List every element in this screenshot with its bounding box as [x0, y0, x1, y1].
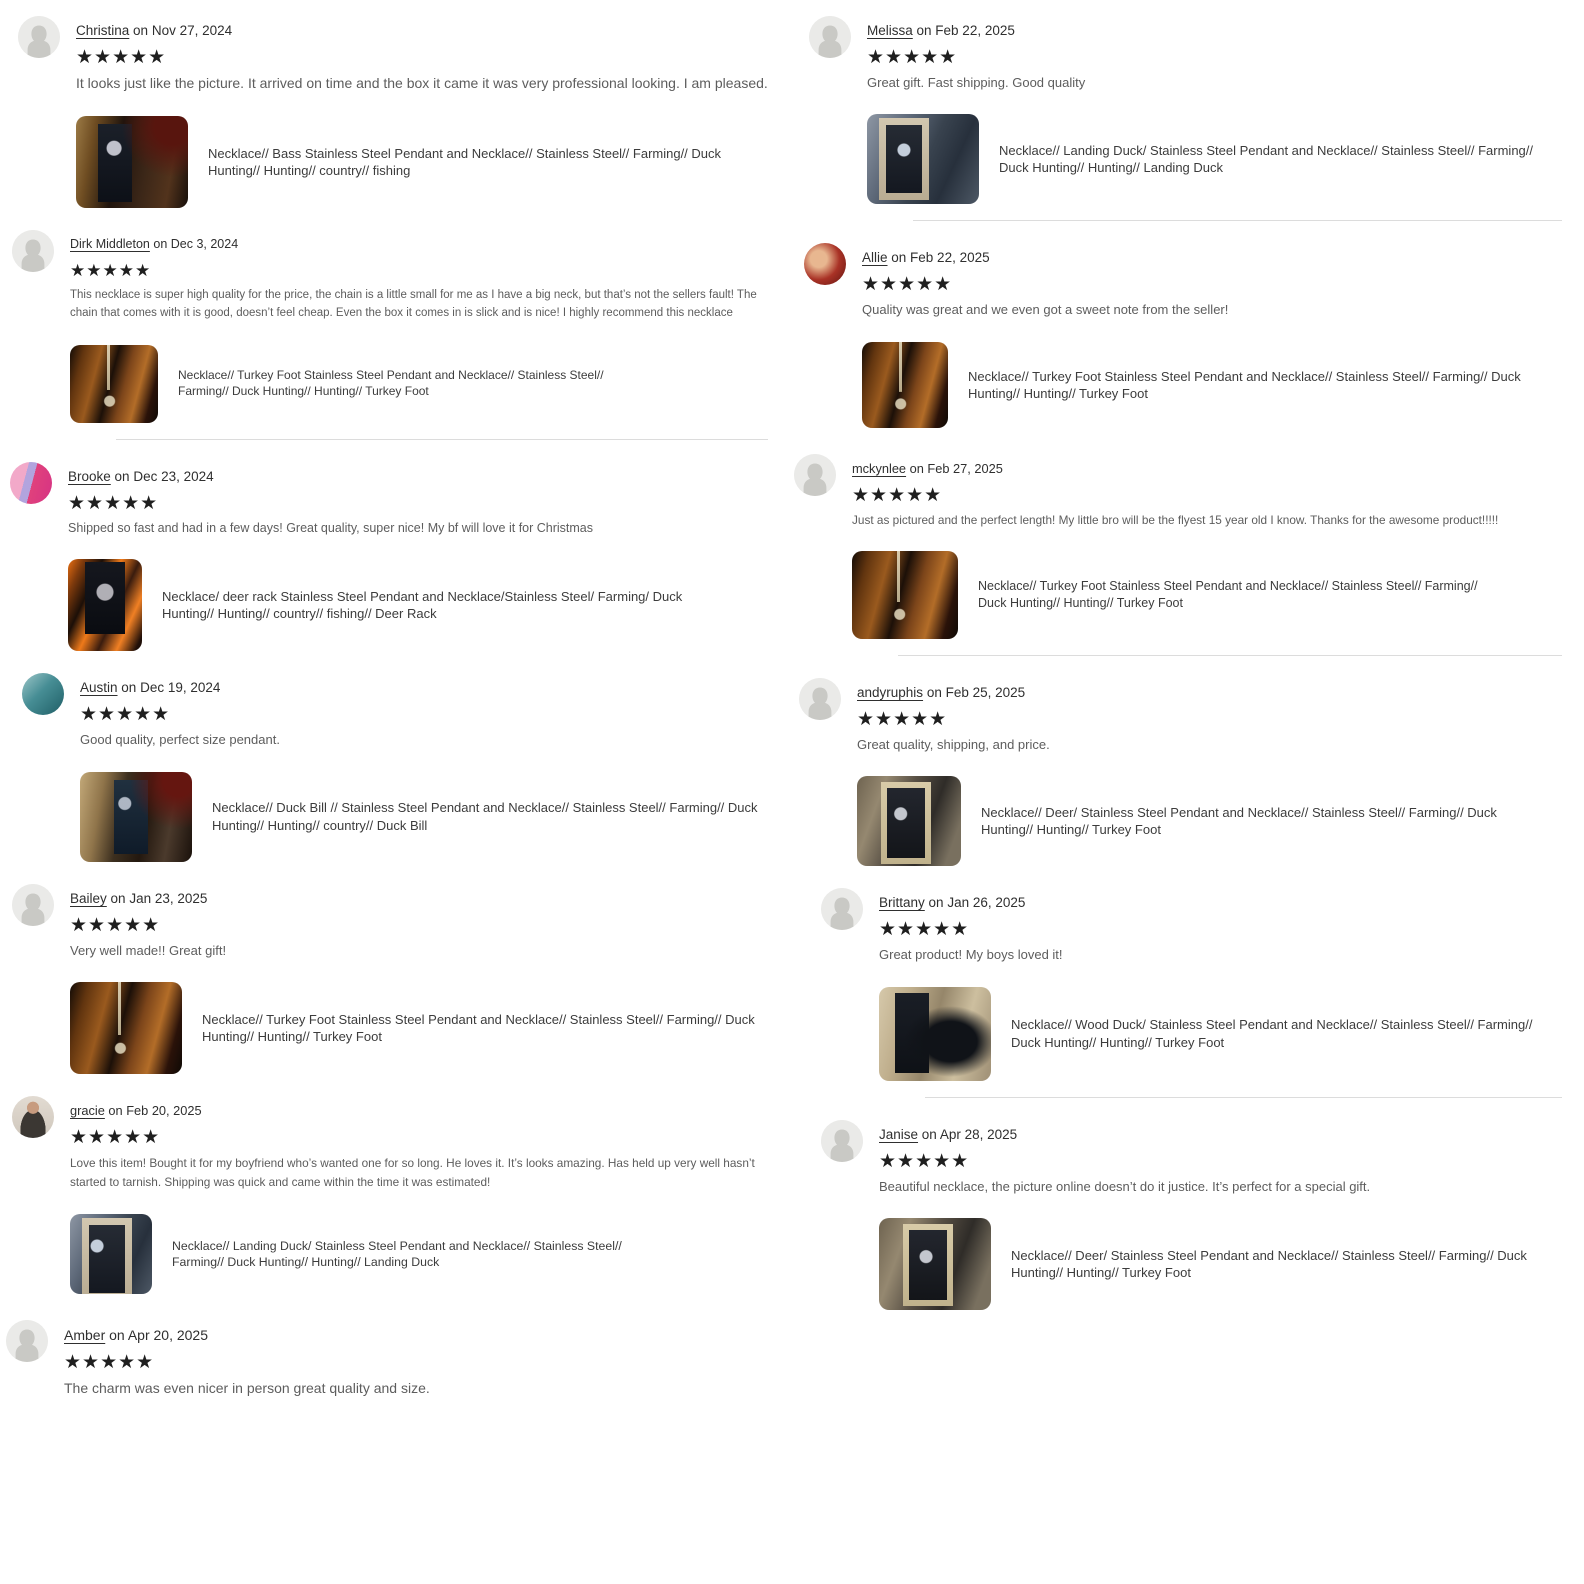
product-thumbnail[interactable] — [76, 116, 188, 208]
reviewer-avatar — [799, 678, 841, 720]
review-text: Beautiful necklace, the picture online doesn’t do it justice. It’s perfect for a special gift. — [879, 1178, 1371, 1194]
person-icon — [809, 16, 851, 58]
product-thumbnail[interactable] — [70, 1214, 152, 1294]
review-divider — [913, 220, 1562, 221]
reviewer-avatar — [12, 1096, 54, 1138]
star-rating: ★★★★★ — [852, 484, 943, 506]
product-row — [80, 772, 768, 862]
product-title-link[interactable]: Necklace// Turkey Foot Stainless Steel Pendant and Necklace// Stainless Steel// Farming// Duck Hunting// Hunting// Turkey Foot — [178, 367, 604, 398]
review-header — [80, 671, 768, 695]
review-text: Good quality, perfect size pendant. — [80, 732, 280, 748]
person-icon — [794, 454, 836, 496]
review-text: Great gift. Fast shipping. Good quality — [867, 75, 1086, 90]
reviewer-avatar — [18, 16, 60, 58]
person-icon — [821, 1120, 863, 1162]
person-icon — [12, 884, 54, 926]
reviewer-name-link[interactable]: Dirk Middleton — [70, 236, 150, 251]
reviewer-name-link[interactable]: Brooke — [68, 468, 111, 484]
reviewer-name-link[interactable]: Amber — [64, 1326, 106, 1343]
review-header — [68, 460, 768, 484]
review-item — [12, 1094, 768, 1294]
review-date: on Feb 25, 2025 — [926, 684, 1026, 700]
review-text: Great product! My boys loved it! — [879, 947, 1063, 963]
reviewer-name-link[interactable]: Bailey — [70, 890, 107, 906]
product-row — [70, 1214, 768, 1294]
review-date: on Nov 27, 2024 — [133, 23, 233, 38]
product-thumbnail[interactable] — [857, 776, 961, 866]
product-row — [879, 987, 1562, 1081]
review-header — [857, 676, 1562, 700]
product-thumbnail[interactable] — [70, 982, 182, 1074]
product-row — [857, 776, 1562, 866]
product-title-link[interactable]: Necklace// Deer/ Stainless Steel Pendant and Necklace// Stainless Steel// Farming// Duck Hunting// Hunting// Turkey Foot — [981, 804, 1497, 838]
reviewer-name-link[interactable]: Austin — [80, 680, 118, 696]
star-rating: ★★★★★ — [879, 919, 970, 941]
product-thumbnail[interactable] — [879, 1218, 991, 1310]
review-item — [18, 14, 768, 208]
star-rating: ★★★★★ — [70, 260, 152, 280]
reviews-column-left — [6, 14, 768, 1419]
product-title-link[interactable]: Necklace// Landing Duck/ Stainless Steel Pendant and Necklace// Stainless Steel// Farming// Duck Hunting// Hunting// Landing Duck — [172, 1238, 622, 1269]
review-text: Quality was great and we even got a sweet note from the seller! — [862, 302, 1229, 318]
review-date: on Jan 23, 2025 — [110, 890, 208, 906]
review-text: It looks just like the picture. It arrived on time and the box it came it was very professional looking. I am pleased. — [76, 75, 768, 91]
review-text: Just as pictured and the perfect length! My little bro will be the flyest 15 year old I know. Thanks for the awesome product!!!!! — [852, 512, 1499, 527]
reviewer-avatar — [12, 884, 54, 926]
reviewer-name-link[interactable]: Christina — [76, 23, 130, 38]
reviewer-avatar — [821, 888, 863, 930]
review-item — [6, 1318, 768, 1399]
person-icon — [18, 16, 60, 58]
review-item — [809, 14, 1562, 221]
review-date: on Apr 20, 2025 — [109, 1326, 208, 1343]
review-date: on Apr 28, 2025 — [921, 1126, 1018, 1142]
person-icon — [799, 678, 841, 720]
product-row — [70, 345, 768, 423]
reviewer-avatar — [22, 673, 64, 715]
review-date: on Jan 26, 2025 — [928, 895, 1026, 911]
product-title-link[interactable]: Necklace// Deer/ Stainless Steel Pendant and Necklace// Stainless Steel// Farming// Duck Hunting// Hunting// Turkey Foot — [1011, 1247, 1527, 1281]
person-icon — [821, 888, 863, 930]
review-date: on Dec 19, 2024 — [121, 680, 221, 696]
reviewer-avatar — [794, 454, 836, 496]
review-date: on Feb 22, 2025 — [916, 23, 1015, 38]
review-text: Great quality, shipping, and price. — [857, 736, 1050, 752]
product-title-link[interactable]: Necklace// Landing Duck/ Stainless Steel Pendant and Necklace// Stainless Steel// Farming// Duck Hunting// Hunting// Landing Duck — [999, 143, 1534, 176]
review-item — [799, 676, 1562, 866]
review-date: on Dec 23, 2024 — [114, 468, 214, 484]
review-header — [879, 886, 1562, 910]
product-row — [70, 982, 768, 1074]
review-divider — [116, 439, 768, 440]
reviewer-name-link[interactable]: Melissa — [867, 23, 913, 38]
review-item — [821, 1118, 1562, 1310]
reviewer-name-link[interactable]: andyruphis — [857, 684, 924, 700]
star-rating: ★★★★★ — [64, 1351, 155, 1373]
product-thumbnail[interactable] — [80, 772, 192, 862]
product-thumbnail[interactable] — [867, 114, 979, 204]
star-rating: ★★★★★ — [76, 47, 167, 68]
review-item — [10, 460, 768, 652]
review-text: Love this item! Bought it for my boyfriend who’s wanted one for so long. He loves it. It’s looks amazing. Has held up very well hasn’t started to tarnish. Shipping was quick and came within the time it was estimated! — [70, 1156, 755, 1190]
review-header — [70, 882, 768, 906]
product-thumbnail[interactable] — [70, 345, 158, 423]
review-header — [76, 14, 768, 38]
star-rating: ★★★★★ — [879, 1150, 970, 1172]
review-item — [12, 882, 768, 1074]
person-icon — [12, 230, 54, 272]
star-rating: ★★★★★ — [68, 492, 159, 514]
reviewer-avatar — [12, 230, 54, 272]
reviewer-avatar — [804, 243, 846, 285]
reviewer-name-link[interactable]: mckynlee — [852, 460, 907, 476]
review-divider — [925, 1097, 1562, 1098]
review-item — [821, 886, 1562, 1097]
review-header — [70, 1094, 768, 1118]
product-title-link[interactable]: Necklace// Bass Stainless Steel Pendant and Necklace// Stainless Steel// Farming// Duck Hunting// Hunting// country// fishing — [208, 145, 722, 178]
reviewer-avatar — [821, 1120, 863, 1162]
review-date: on Dec 3, 2024 — [153, 236, 239, 251]
review-item — [794, 452, 1562, 656]
product-title-link[interactable]: Necklace// Turkey Foot Stainless Steel Pendant and Necklace// Stainless Steel// Farming// Duck Hunting// Hunting// Turkey Foot — [978, 579, 1478, 610]
star-rating: ★★★★★ — [70, 914, 161, 936]
product-thumbnail[interactable] — [852, 551, 958, 639]
product-row — [68, 559, 768, 651]
person-icon — [6, 1320, 48, 1362]
product-row — [76, 116, 768, 208]
product-thumbnail[interactable] — [879, 987, 991, 1081]
reviewer-name-link[interactable]: Allie — [862, 250, 888, 266]
reviewer-name-link[interactable]: Janise — [879, 1126, 919, 1142]
review-header — [879, 1118, 1562, 1142]
product-row — [852, 551, 1562, 639]
review-text: This necklace is super high quality for the price, the chain is a little small for me as I have a big neck, but that’s not the sellers fault! The chain that comes with it is good, doesn’t feel cheap. Even the box it comes in is slick and is nice! I highly recommend this necklace — [70, 288, 757, 319]
product-title-link[interactable]: Necklace// Turkey Foot Stainless Steel Pendant and Necklace// Stainless Steel// Farming// Duck Hunting// Hunting// Turkey Foot — [202, 1011, 755, 1045]
star-rating: ★★★★★ — [857, 708, 948, 730]
reviews-column-right — [794, 14, 1562, 1419]
review-text: The charm was even nicer in person great quality and size. — [64, 1379, 430, 1396]
reviewer-avatar — [10, 462, 52, 504]
review-header — [64, 1318, 768, 1343]
product-title-link[interactable]: Necklace// Turkey Foot Stainless Steel Pendant and Necklace// Stainless Steel// Farming// Duck Hunting// Hunting// Turkey Foot — [968, 368, 1521, 401]
review-text: Very well made!! Great gift! — [70, 942, 227, 958]
review-date: on Feb 20, 2025 — [108, 1103, 202, 1119]
star-rating: ★★★★★ — [867, 47, 958, 68]
review-header — [867, 14, 1562, 38]
star-rating: ★★★★★ — [862, 274, 953, 296]
product-thumbnail[interactable] — [862, 342, 948, 428]
review-header — [852, 452, 1562, 476]
reviewer-avatar — [6, 1320, 48, 1362]
product-title-link[interactable]: Necklace// Duck Bill // Stainless Steel Pendant and Necklace// Stainless Steel// Farming// Duck Hunting// Hunting// country// Duck Bill — [212, 800, 758, 833]
review-item — [22, 671, 768, 861]
product-row — [867, 114, 1562, 204]
reviewer-avatar — [809, 16, 851, 58]
product-row — [862, 342, 1562, 428]
review-item — [12, 228, 768, 440]
star-rating: ★★★★★ — [80, 704, 171, 726]
product-title-link[interactable]: Necklace/ deer rack Stainless Steel Pendant and Necklace/Stainless Steel/ Farming/ Duck Hunting// Hunting// country// fishing// Deer Rack — [162, 588, 683, 622]
review-date: on Feb 27, 2025 — [909, 460, 1003, 476]
review-text: Shipped so fast and had in a few days! Great quality, super nice! My bf will love it for Christmas — [68, 520, 594, 535]
reviewer-name-link[interactable]: Brittany — [879, 895, 925, 911]
star-rating: ★★★★★ — [70, 1127, 161, 1149]
review-header — [862, 241, 1562, 265]
review-header — [70, 228, 768, 251]
product-title-link[interactable]: Necklace// Wood Duck/ Stainless Steel Pendant and Necklace// Stainless Steel// Farming// Duck Hunting// Hunting// Turkey Foot — [1011, 1017, 1533, 1050]
product-row — [879, 1218, 1562, 1310]
review-date: on Feb 22, 2025 — [891, 250, 990, 266]
product-thumbnail[interactable] — [68, 559, 142, 651]
reviewer-name-link[interactable]: gracie — [70, 1103, 105, 1119]
review-item — [804, 241, 1562, 427]
review-divider — [898, 655, 1562, 656]
